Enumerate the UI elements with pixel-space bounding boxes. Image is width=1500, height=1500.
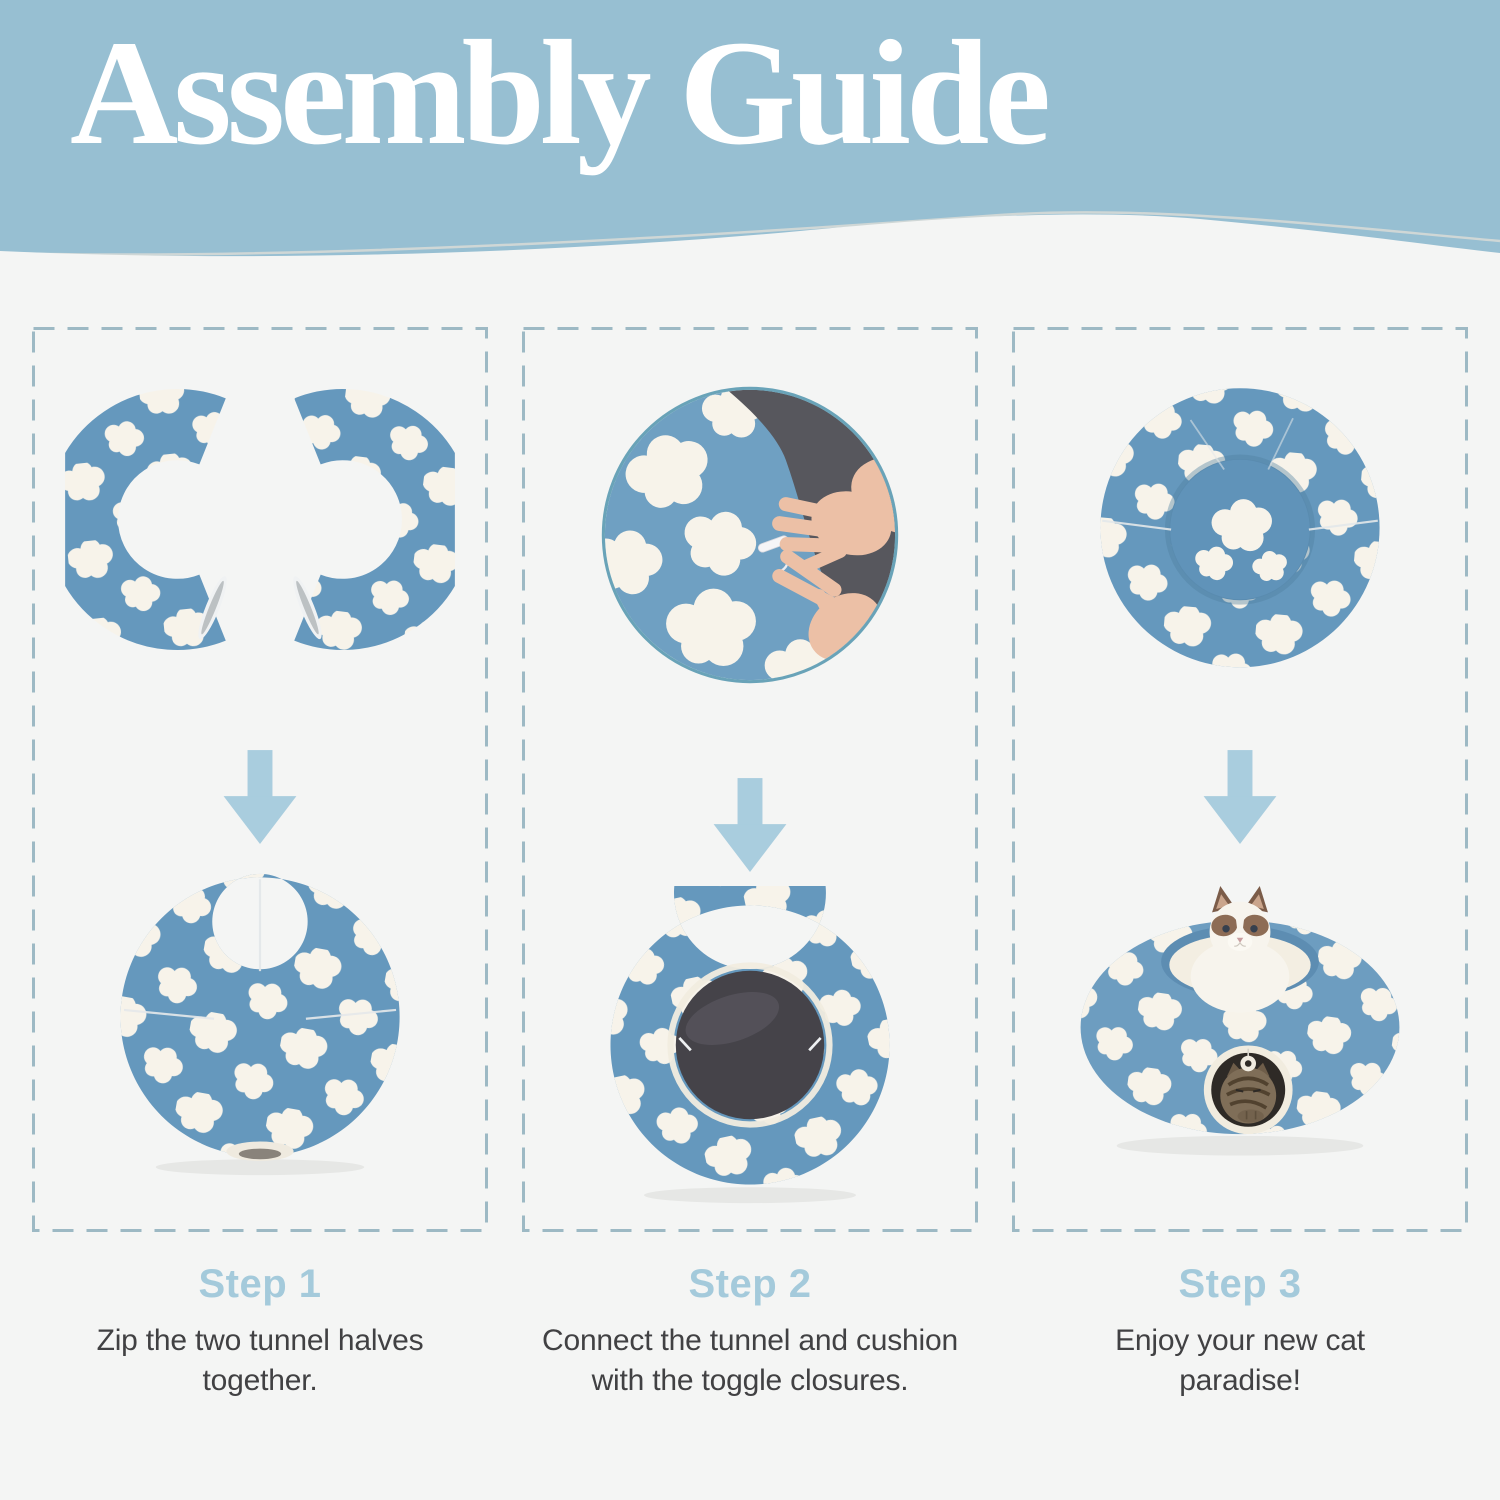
header: [0, 0, 1500, 281]
step-3-label: Step 3: [1178, 1262, 1302, 1306]
step-1-dashed-border: [32, 327, 488, 1232]
step-2-description: Connect the tunnel and cushion with the toggle closures.: [542, 1324, 958, 1397]
step-1-description: Zip the two tunnel halves together.: [96, 1324, 424, 1397]
wave-divider: [0, 1, 1500, 282]
step-1-dashed-box: [32, 327, 488, 1232]
step-1-column: [32, 327, 488, 1401]
step-2-dashed-border: [522, 327, 978, 1232]
step-1-label: Step 1: [198, 1262, 322, 1306]
step-2-dashed-box: [522, 327, 978, 1232]
step-3-column: [1012, 327, 1468, 1401]
step-2-label: Step 2: [688, 1262, 812, 1306]
page-title: Assembly Guide: [70, 10, 1046, 176]
steps-row: [0, 327, 1500, 1401]
step-3-description: Enjoy your new cat paradise!: [1115, 1324, 1365, 1397]
step-2-column: [522, 327, 978, 1401]
step-3-dashed-box: [1012, 327, 1468, 1232]
step-3-dashed-border: [1012, 327, 1468, 1232]
